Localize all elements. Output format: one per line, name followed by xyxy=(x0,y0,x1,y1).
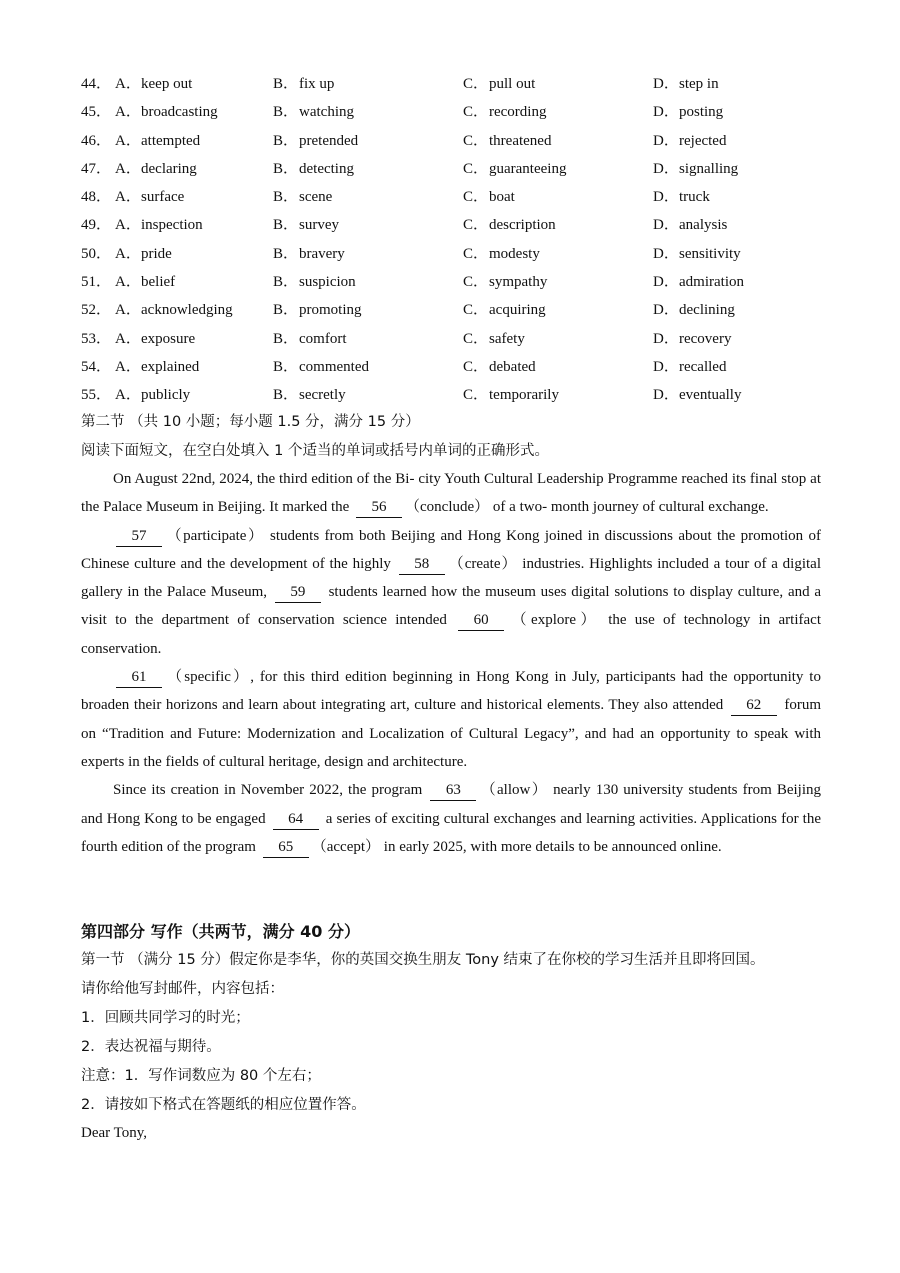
option-a[interactable] xyxy=(115,298,233,322)
option-d[interactable] xyxy=(653,355,726,379)
hint-60: （explore） xyxy=(507,612,600,629)
option-letter: C． xyxy=(463,189,489,206)
passage-paragraph-2: 57 （participate） students from both Beijing and Hong Kong joined in discussions about the promotion of Chinese culture and the development of the highly 58 （create） industries. Highlights included a tour of a digital gallery in the Palace Museum, 59 students learned how the museum uses digital solutions to display culture, and a visit to the department of conservation science intended 60 （explore） the use of technology in artifact conservation. xyxy=(81,527,822,657)
option-a[interactable] xyxy=(115,213,203,237)
option-b[interactable] xyxy=(273,157,354,181)
hint-61: （specific） xyxy=(165,669,251,686)
question-number: 47． xyxy=(81,160,112,177)
option-text: comfort xyxy=(299,330,347,347)
option-text: acknowledging xyxy=(141,302,233,319)
option-text: inspection xyxy=(141,217,203,234)
option-text: scene xyxy=(299,189,333,206)
hint-57: （participate） xyxy=(165,527,265,544)
option-letter: B． xyxy=(273,302,299,319)
question-number: 50． xyxy=(81,245,112,262)
option-b[interactable] xyxy=(273,242,345,266)
blank-65[interactable]: 65 xyxy=(263,838,309,858)
option-a[interactable] xyxy=(115,383,190,407)
option-letter: B． xyxy=(273,217,299,234)
option-text: promoting xyxy=(299,302,362,319)
option-letter: B． xyxy=(273,160,299,177)
option-letter: C． xyxy=(463,217,489,234)
option-letter: A． xyxy=(115,387,141,404)
option-b[interactable] xyxy=(273,129,358,153)
option-c[interactable] xyxy=(463,129,551,153)
option-a[interactable] xyxy=(115,157,197,181)
option-letter: A． xyxy=(115,104,141,121)
option-b[interactable] xyxy=(273,383,346,407)
option-text: threatened xyxy=(489,132,552,149)
option-letter: C． xyxy=(463,245,489,262)
option-letter: A． xyxy=(115,189,141,206)
option-d[interactable] xyxy=(653,157,738,181)
option-letter: D． xyxy=(653,274,679,291)
option-a[interactable] xyxy=(115,72,192,96)
blank-64[interactable]: 64 xyxy=(273,810,319,830)
question-number: 52． xyxy=(81,302,112,319)
question-number: 45． xyxy=(81,104,112,121)
option-letter: D． xyxy=(653,76,679,92)
option-letter: B． xyxy=(273,387,299,404)
option-text: fix up xyxy=(299,76,335,92)
option-letter: B． xyxy=(273,189,299,206)
option-letter: D． xyxy=(653,160,679,177)
option-letter: A． xyxy=(115,160,141,177)
option-letter: B． xyxy=(273,104,299,121)
part4-item1: 1．回顾共同学习的时光； xyxy=(81,1010,250,1026)
option-letter: B． xyxy=(273,245,299,262)
option-text: guaranteeing xyxy=(489,160,567,177)
option-text: exposure xyxy=(141,330,196,347)
passage-paragraph-3: 61 （specific）, for this third edition beginning in Hong Kong in July, participants had the opportunity to broaden their horizons and learn about integrating art, culture and historical elements. They also attended 62 forum on “Tradition and Future: Modernization and Localization of Cultural Legacy”, and had an opportunity to speak with experts in the fields of cultural heritage, design and architecture. xyxy=(81,669,822,770)
question-number: 44． xyxy=(81,76,112,92)
option-letter: B． xyxy=(273,132,299,149)
option-text: surface xyxy=(141,189,185,206)
blank-56[interactable]: 56 xyxy=(356,498,402,518)
option-c[interactable] xyxy=(463,327,525,351)
option-text: posting xyxy=(679,104,724,121)
option-b[interactable] xyxy=(273,213,339,237)
option-d[interactable] xyxy=(653,185,710,209)
part4-item2: 2．表达祝福与期待。 xyxy=(81,1039,221,1055)
option-letter: A． xyxy=(115,302,141,319)
option-letter: D． xyxy=(653,358,679,375)
option-c[interactable] xyxy=(463,383,559,407)
option-letter: C． xyxy=(463,104,489,121)
option-text: survey xyxy=(299,217,339,234)
option-c[interactable] xyxy=(463,270,547,294)
option-d[interactable] xyxy=(653,129,726,153)
option-letter: A． xyxy=(115,132,141,149)
option-c[interactable] xyxy=(463,100,546,124)
blank-58[interactable]: 58 xyxy=(399,555,445,575)
option-text: publicly xyxy=(141,387,191,404)
option-text: debated xyxy=(489,358,536,375)
option-c[interactable] xyxy=(463,213,556,237)
blank-57[interactable]: 57 xyxy=(116,527,162,547)
option-b[interactable] xyxy=(273,72,334,96)
option-text: acquiring xyxy=(489,302,546,319)
option-text: sympathy xyxy=(489,274,548,291)
option-d[interactable] xyxy=(653,383,741,407)
blank-62[interactable]: 62 xyxy=(731,696,777,716)
letter-salutation: Dear Tony, xyxy=(81,1125,148,1141)
question-number: 55． xyxy=(81,387,112,404)
option-text: recalled xyxy=(679,358,727,375)
option-d[interactable] xyxy=(653,72,719,96)
option-d[interactable] xyxy=(653,327,731,351)
question-number: 46． xyxy=(81,132,112,149)
option-letter: B． xyxy=(273,358,299,375)
passage-paragraph-1: On August 22nd, 2024, the third edition of the Bi- city Youth Cultural Leadership Programme reached its final stop at the Palace Museum in Beijing. It marked the 56 （conclude） of a two- month journey of cultural exchange. xyxy=(81,465,821,522)
option-text: eventually xyxy=(679,387,742,404)
part4-title: 第四部分 写作（共两节，满分 40 分） xyxy=(81,922,360,941)
option-b[interactable] xyxy=(273,100,354,124)
option-letter: D． xyxy=(653,330,679,347)
hint-58: （create） xyxy=(447,555,518,572)
option-text: recording xyxy=(489,104,547,121)
option-a[interactable] xyxy=(115,129,200,153)
option-b[interactable] xyxy=(273,298,362,322)
option-text: pretended xyxy=(299,132,359,149)
option-letter: B． xyxy=(273,274,299,291)
option-text: watching xyxy=(299,104,354,121)
option-text: analysis xyxy=(679,217,728,234)
passage xyxy=(81,465,821,861)
option-a[interactable] xyxy=(115,185,184,209)
hint-63: （allow） xyxy=(479,782,549,799)
option-letter: D． xyxy=(653,132,679,149)
option-letter: C． xyxy=(463,274,489,291)
option-text: truck xyxy=(679,189,710,206)
option-d[interactable] xyxy=(653,213,727,237)
option-d[interactable] xyxy=(653,100,723,124)
option-letter: D． xyxy=(653,245,679,262)
option-c[interactable] xyxy=(463,298,546,322)
option-letter: A． xyxy=(115,274,141,291)
option-text: keep out xyxy=(141,76,193,92)
option-letter: A． xyxy=(115,245,141,262)
option-letter: A． xyxy=(115,76,141,92)
part4-note2: 2．请按如下格式在答题纸的相应位置作答。 xyxy=(81,1097,366,1113)
section2-instruction: 阅读下面短文，在空白处填入 1 个适当的单词或括号内单词的正确形式。 xyxy=(81,443,549,459)
option-a[interactable] xyxy=(115,327,195,351)
question-number: 51． xyxy=(81,274,112,291)
option-c[interactable] xyxy=(463,355,536,379)
option-text: step in xyxy=(679,76,719,92)
option-a[interactable] xyxy=(115,355,199,379)
option-letter: B． xyxy=(273,76,299,92)
hint-56: （conclude） xyxy=(405,499,490,516)
option-letter: C． xyxy=(463,358,489,375)
option-text: safety xyxy=(489,330,525,347)
part4-prompt-line2: 请你给他写封邮件，内容包括： xyxy=(81,981,284,997)
part4-prompt-line1: 第一节 （满分 15 分）假定你是李华，你的英国交换生朋友 Tony 结束了在你校的学习生活并且即将回国。 xyxy=(81,952,765,968)
blank-61[interactable]: 61 xyxy=(116,668,162,688)
option-letter: C． xyxy=(463,387,489,404)
option-a[interactable] xyxy=(115,270,175,294)
option-text: declining xyxy=(679,302,735,319)
option-a[interactable] xyxy=(115,100,218,124)
option-text: pride xyxy=(141,245,172,262)
option-letter: A． xyxy=(115,217,141,234)
option-text: explained xyxy=(141,358,200,375)
section2-header: 第二节 （共 10 小题；每小题 1.5 分，满分 15 分） xyxy=(81,414,420,430)
option-text: suspicion xyxy=(299,274,356,291)
option-letter: B． xyxy=(273,330,299,347)
option-text: belief xyxy=(141,274,176,291)
option-b[interactable] xyxy=(273,185,332,209)
option-letter: D． xyxy=(653,217,679,234)
question-number: 49． xyxy=(81,217,112,234)
option-c[interactable] xyxy=(463,157,566,181)
option-letter: C． xyxy=(463,76,489,92)
option-text: signalling xyxy=(679,160,739,177)
option-text: broadcasting xyxy=(141,104,218,121)
option-letter: A． xyxy=(115,330,141,347)
part4-note1: 注意：1．写作词数应为 80 个左右； xyxy=(81,1068,321,1084)
option-d[interactable] xyxy=(653,270,744,294)
blank-63[interactable]: 63 xyxy=(430,781,476,801)
passage-paragraph-4: Since its creation in November 2022, the program 63 （allow） nearly 130 university students from Beijing and Hong Kong to be engaged 64 a series of exciting cultural exchanges and learning activities. Applications for the fourth edition of the program 65 （accept） in early 2025, with more details to be announced online. xyxy=(81,776,821,861)
option-text: sensitivity xyxy=(679,245,741,262)
option-d[interactable] xyxy=(653,242,741,266)
blank-60[interactable]: 60 xyxy=(458,611,504,631)
blank-59[interactable]: 59 xyxy=(275,583,321,603)
option-text: bravery xyxy=(299,245,345,262)
option-text: pull out xyxy=(489,76,536,92)
option-text: admiration xyxy=(679,274,744,291)
option-text: declaring xyxy=(141,160,197,177)
option-letter: C． xyxy=(463,330,489,347)
option-b[interactable] xyxy=(273,355,369,379)
option-text: attempted xyxy=(141,132,201,149)
option-text: rejected xyxy=(679,132,727,149)
option-letter: D． xyxy=(653,104,679,121)
option-text: temporarily xyxy=(489,387,559,404)
option-text: recovery xyxy=(679,330,732,347)
option-text: modesty xyxy=(489,245,540,262)
option-text: description xyxy=(489,217,556,234)
option-b[interactable] xyxy=(273,270,356,294)
option-letter: D． xyxy=(653,302,679,319)
option-text: detecting xyxy=(299,160,354,177)
option-letter: D． xyxy=(653,189,679,206)
option-text: commented xyxy=(299,358,369,375)
option-letter: D． xyxy=(653,387,679,404)
option-b[interactable] xyxy=(273,327,346,351)
option-text: secretly xyxy=(299,387,346,404)
option-c[interactable] xyxy=(463,185,515,209)
option-c[interactable] xyxy=(463,242,540,266)
question-number: 48． xyxy=(81,189,112,206)
hint-65: （accept） xyxy=(311,838,381,855)
option-c[interactable] xyxy=(463,72,535,96)
option-letter: C． xyxy=(463,160,489,177)
option-letter: C． xyxy=(463,132,489,149)
option-letter: A． xyxy=(115,358,141,375)
option-letter: C． xyxy=(463,302,489,319)
option-a[interactable] xyxy=(115,242,172,266)
option-text: boat xyxy=(489,189,515,206)
option-d[interactable] xyxy=(653,298,735,322)
question-number: 53． xyxy=(81,330,112,347)
question-number: 54． xyxy=(81,358,112,375)
